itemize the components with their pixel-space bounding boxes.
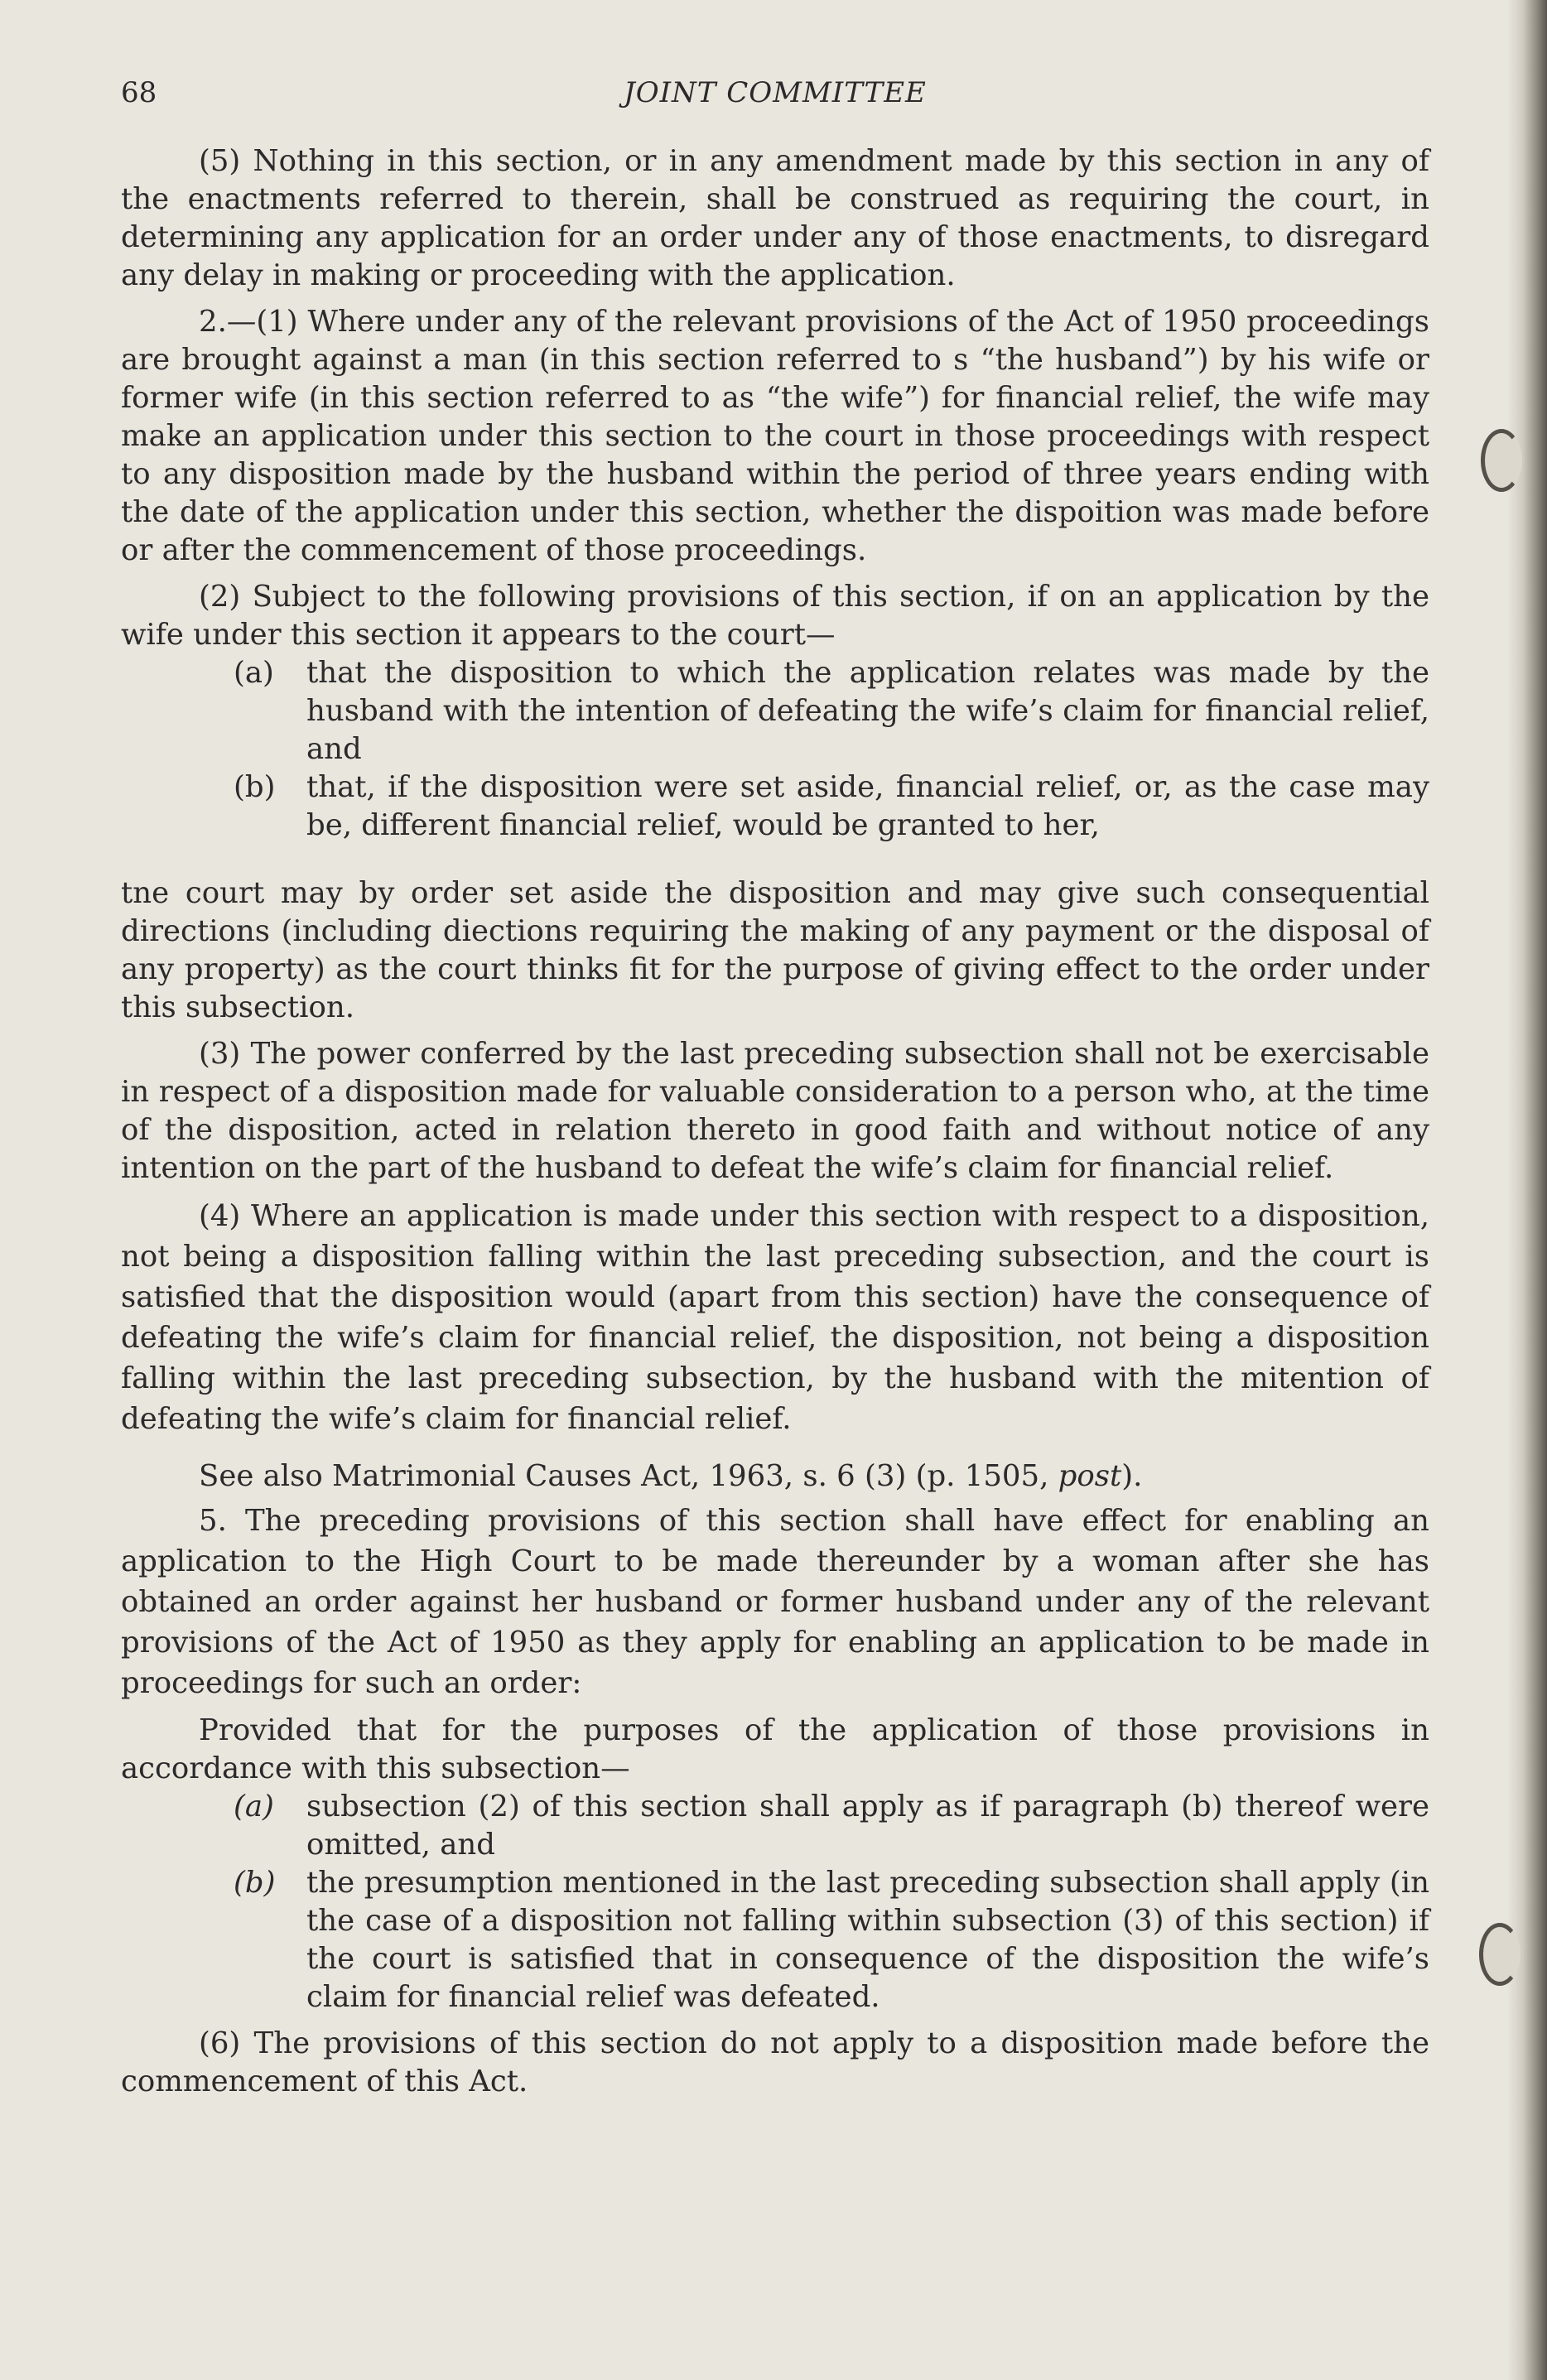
paragraph-subsection-6: (6) The provisions of this section do not apply to a disposition made before the commencement of this Act. (121, 2026, 1429, 2098)
see-also-text: See also Matrimonial Causes Act, 1963, s. 6 (3) (p. 1505, (199, 1459, 1058, 1493)
clause-2-2-b (121, 768, 1429, 845)
page-number: 68 (121, 76, 157, 109)
running-head (121, 73, 1429, 114)
paragraph-section-5: 5. The preceding provisions of this section shall have effect for enabling an application to the High Court to be made thereunder by a woman after she has obtained an order against her husband or former husband under any of the relevant provisions of the Act of 1950 as they apply for enabling an application to be made in proceedings for such an order: (121, 1504, 1429, 1700)
clause-2-2-a (121, 654, 1429, 768)
binding-edge (1507, 0, 1547, 2380)
paragraph-section-2-2-intro: (2) Subject to the following provisions of this section, if on an application by the wife under this section it appears to the court— (121, 580, 1429, 652)
body-text (121, 142, 1429, 2109)
proviso-clause-a (121, 1788, 1429, 1864)
clause-text: the presumption mentioned in the last preceding subsection shall apply (in the case of a disposition not falling within subsection (3) of this section) if the court is satisfied that in consequence of the disposition the wife’s claim for financial relief was defeated. (306, 1866, 1429, 2014)
paragraph-section-2-1: 2.—(1) Where under any of the relevant provisions of the Act of 1950 proceedings are brought against a man (in this section referred to s “the husband”) by his wife or former wife (in this section referred to as “the wife”) for financial relief, the wife may make an application under this section to the court in those proceedings with respect to any disposition made by the husband within the period of three years ending with the date of the application under this section, whether the dispoition was made before or after the commencement of those proceedings. (121, 305, 1429, 567)
punch-hole (1481, 429, 1522, 492)
header-title: JOINT COMMITTEE (624, 76, 927, 109)
clause-label: (b) (234, 1866, 276, 1900)
punch-hole (1479, 1923, 1520, 1986)
clause-text: subsection (2) of this section shall apply as if paragraph (b) thereof were omitted, and (306, 1790, 1429, 1862)
paragraph-section-2-2-conclusion: tne court may by order set aside the disposition and may give such consequential directions (including diections requiring the making of any payment or the disposal of any property) as the court thinks fit for the purpose of giving effect to the order under this subsection. (121, 876, 1429, 1024)
paragraph-section-2-4: (4) Where an application is made under this section with respect to a disposition, not being a disposition falling within the last preceding subsection, and the court is satisfied that the disposition would (apart from this section) have the consequence of defeating the wife’s claim for financial relief, the disposition, not being a disposition falling within the last preceding subsection, by the husband with the mitention of defeating the wife’s claim for financial relief. (121, 1199, 1429, 1436)
paragraph-subsection-5: (5) Nothing in this section, or in any amendment made by this section in any of the enactments referred to therein, shall be construed as requiring the court, in determining any application for an order under any of those enactments, to disregard any delay in making or proceeding with the application. (121, 144, 1429, 292)
clause-label: (b) (234, 770, 276, 804)
proviso-clause-b (121, 1864, 1429, 2016)
paragraph-section-2-3: (3) The power conferred by the last preceding subsection shall not be exercisable in respect of a disposition made for valuable consideration to a person who, at the time of the disposition, acted in relation thereto in good faith and without notice of any intention on the part of the husband to defeat the wife’s claim for financial relief. (121, 1037, 1429, 1185)
clause-text: that the disposition to which the application relates was made by the husband with the intention of defeating the wife’s claim for financial relief, and (306, 656, 1429, 766)
clause-label: (a) (234, 656, 274, 690)
clause-text: that, if the disposition were set aside, financial relief, or, as the case may be, different financial relief, would be granted to her, (306, 770, 1429, 842)
paragraph-proviso: Provided that for the purposes of the application of those provisions in accordance with this subsection— (121, 1713, 1429, 1785)
clause-label: (a) (234, 1790, 274, 1824)
see-also-italic: post (1058, 1459, 1122, 1493)
see-also-note (121, 1457, 1429, 1496)
see-also-end: ). (1121, 1459, 1143, 1493)
